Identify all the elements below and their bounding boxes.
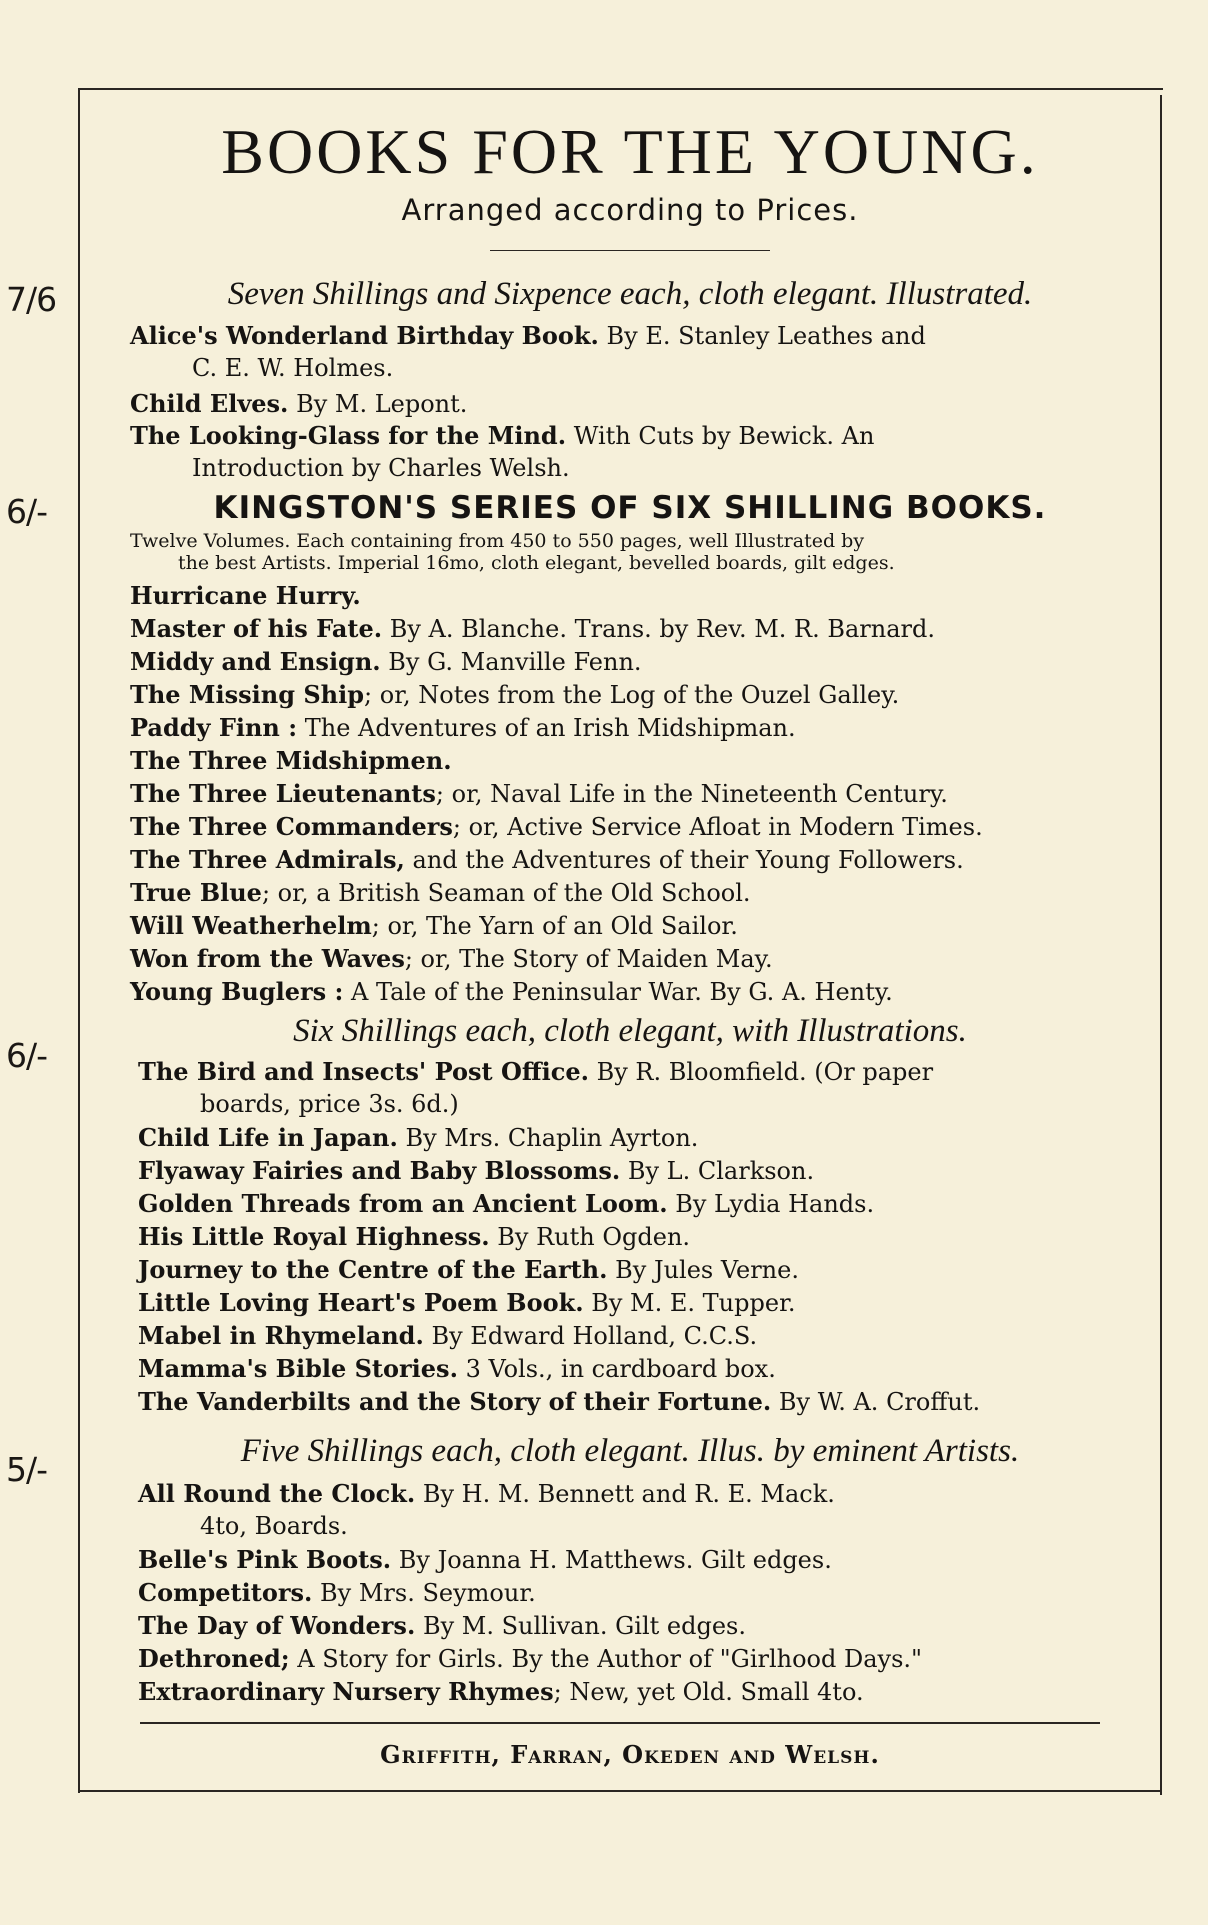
- list-item: [138, 1386, 1168, 1418]
- book-detail: A Tale of the Peninsular War. By G. A. Henty.: [351, 978, 893, 1006]
- book-detail: ; or, Active Service Afloat in Modern Times.: [452, 813, 983, 841]
- list-item: [130, 646, 1160, 678]
- series-note-line: the best Artists. Imperial 16mo, cloth elegant, bevelled boards, gilt edges.: [178, 552, 895, 574]
- page-title: BOOKS FOR THE YOUNG.: [221, 116, 1039, 187]
- book-detail: By M. Lepont.: [296, 390, 468, 418]
- book-title: True Blue: [130, 878, 262, 907]
- book-detail: By L. Clarkson.: [627, 1157, 815, 1185]
- title-divider: [490, 250, 770, 251]
- book-title: The Looking-Glass for the Mind.: [130, 421, 567, 450]
- list-item: [138, 1577, 1168, 1609]
- list-item: [138, 1221, 1168, 1253]
- section-heading: Six Shillings each, cloth elegant, with Illustrations.: [293, 1013, 967, 1049]
- list-item: [130, 712, 1160, 744]
- book-detail: By M. E. Tupper.: [591, 1289, 796, 1317]
- book-title: Mamma's Bible Stories.: [138, 1354, 458, 1383]
- list-item: [138, 1544, 1168, 1576]
- book-detail: By W. A. Croffut.: [778, 1388, 981, 1416]
- price-marker: 6/-: [6, 492, 48, 531]
- book-title: Extraordinary Nursery Rhymes: [138, 1677, 554, 1706]
- list-item: [138, 1610, 1168, 1642]
- book-detail: ; or, Naval Life in the Nineteenth Century.: [435, 780, 948, 808]
- book-title: Alice's Wonderland Birthday Book.: [130, 321, 599, 350]
- book-title: His Little Royal Highness.: [138, 1222, 490, 1251]
- book-title: Flyaway Fairies and Baby Blossoms.: [138, 1156, 621, 1185]
- book-title: The Day of Wonders.: [138, 1611, 416, 1640]
- book-title: Mabel in Rhymeland.: [138, 1321, 424, 1350]
- book-detail: By Mrs. Seymour.: [320, 1579, 536, 1607]
- book-detail: By H. M. Bennett and R. E. Mack.: [422, 1480, 835, 1508]
- list-item: [138, 1287, 1168, 1319]
- list-item: [130, 745, 1160, 777]
- frame-bottom-rule: [78, 1790, 1162, 1792]
- book-title: The Three Admirals,: [130, 845, 405, 874]
- book-detail: ; or, a British Seaman of the Old School.: [261, 879, 751, 907]
- list-item: [130, 420, 1160, 484]
- book-detail: ; or, The Yarn of an Old Sailor.: [371, 912, 738, 940]
- list-item: [138, 1056, 1168, 1120]
- list-item: [138, 1155, 1168, 1187]
- list-item: [130, 943, 1160, 975]
- book-title: Hurricane Hurry.: [130, 581, 361, 610]
- book-title: Master of his Fate.: [130, 614, 383, 643]
- list-item: [130, 320, 1160, 384]
- book-detail: By G. Manville Fenn.: [388, 648, 642, 676]
- book-detail: With Cuts by Bewick. An: [573, 422, 875, 450]
- book-title: The Three Midshipmen.: [130, 746, 452, 775]
- section-heading: Seven Shillings and Sixpence each, cloth elegant. Illustrated.: [227, 276, 1033, 312]
- list-item: [138, 1320, 1168, 1352]
- page-subtitle: Arranged according to Prices.: [401, 193, 859, 227]
- list-item: [130, 613, 1160, 645]
- book-detail: By M. Sullivan. Gilt edges.: [422, 1612, 746, 1640]
- book-detail: and the Adventures of their Young Followers.: [412, 846, 964, 874]
- frame-top-rule: [78, 88, 1163, 90]
- book-detail: By Mrs. Chaplin Ayrton.: [405, 1124, 699, 1152]
- price-marker: 7/6: [6, 280, 57, 319]
- book-title: The Three Lieutenants: [130, 779, 436, 808]
- list-item: [130, 976, 1160, 1008]
- book-detail: ; or, Notes from the Log of the Ouzel Galley.: [364, 681, 900, 709]
- book-title: Won from the Waves: [130, 944, 405, 973]
- list-item: [138, 1643, 1168, 1675]
- list-item: [138, 1353, 1168, 1385]
- book-title: Dethroned;: [138, 1644, 290, 1673]
- list-item: [138, 1122, 1168, 1154]
- book-detail-continued: C. E. W. Holmes.: [192, 354, 394, 382]
- book-detail: By Joanna H. Matthews. Gilt edges.: [398, 1546, 832, 1574]
- list-item: [138, 1188, 1168, 1220]
- book-title: Paddy Finn :: [130, 713, 298, 742]
- list-item: [138, 1478, 1168, 1542]
- book-detail: ; or, The Story of Maiden May.: [404, 945, 773, 973]
- book-title: The Bird and Insects' Post Office.: [138, 1057, 589, 1086]
- list-item: [130, 778, 1160, 810]
- book-detail-continued: 4to, Boards.: [200, 1512, 348, 1540]
- book-detail: By Edward Holland, C.C.S.: [431, 1322, 758, 1350]
- series-heading: KINGSTON'S SERIES OF SIX SHILLING BOOKS.: [213, 490, 1047, 526]
- book-title: Little Loving Heart's Poem Book.: [138, 1288, 584, 1317]
- book-title: The Vanderbilts and the Story of their Fortune.: [138, 1387, 772, 1416]
- list-item: [130, 910, 1160, 942]
- book-detail: By A. Blanche. Trans. by Rev. M. R. Barnard.: [389, 615, 936, 643]
- price-marker: 5/-: [6, 1450, 48, 1489]
- book-title: All Round the Clock.: [138, 1479, 416, 1508]
- list-item: [138, 1676, 1168, 1708]
- series-note-line: Twelve Volumes. Each containing from 450 to 550 pages, well Illustrated by: [130, 530, 865, 552]
- list-item: [130, 388, 1160, 420]
- book-title: Journey to the Centre of the Earth.: [138, 1255, 608, 1284]
- footer-divider: [140, 1722, 1100, 1724]
- book-detail: By R. Bloomfield. (Or paper: [596, 1058, 934, 1086]
- book-title: Will Weatherhelm: [130, 911, 372, 940]
- list-item: [138, 1254, 1168, 1286]
- book-detail: 3 Vols., in cardboard box.: [465, 1355, 776, 1383]
- book-detail: A Story for Girls. By the Author of "Girlhood Days.": [297, 1645, 923, 1673]
- book-title: Golden Threads from an Ancient Loom.: [138, 1189, 668, 1218]
- price-marker: 6/-: [6, 1036, 48, 1075]
- list-item: [130, 844, 1160, 876]
- book-title: Child Elves.: [130, 389, 289, 418]
- book-title: Young Buglers :: [130, 977, 344, 1006]
- book-detail-continued: boards, price 3s. 6d.): [200, 1090, 459, 1118]
- book-title: The Three Commanders: [130, 812, 453, 841]
- book-title: Competitors.: [138, 1578, 313, 1607]
- book-title: Child Life in Japan.: [138, 1123, 398, 1152]
- frame-left-rule: [78, 88, 80, 1793]
- book-detail: By E. Stanley Leathes and: [606, 322, 926, 350]
- list-item: [130, 580, 1160, 612]
- list-item: [130, 679, 1160, 711]
- book-detail: By Jules Verne.: [615, 1256, 799, 1284]
- book-detail-continued: Introduction by Charles Welsh.: [192, 454, 570, 482]
- series-note: [130, 530, 1090, 574]
- book-detail: By Ruth Ogden.: [497, 1223, 691, 1251]
- book-title: The Missing Ship: [130, 680, 365, 709]
- book-title: Middy and Ensign.: [130, 647, 381, 676]
- book-detail: The Adventures of an Irish Midshipman.: [304, 714, 796, 742]
- book-title: Belle's Pink Boots.: [138, 1545, 392, 1574]
- book-detail: By Lydia Hands.: [675, 1190, 875, 1218]
- list-item: [130, 877, 1160, 909]
- publisher-footer: Griffith, Farran, Okeden and Welsh.: [380, 1740, 880, 1769]
- list-item: [130, 811, 1160, 843]
- book-detail: ; New, yet Old. Small 4to.: [553, 1678, 864, 1706]
- section-heading: Five Shillings each, cloth elegant. Illus. by eminent Artists.: [240, 1433, 1020, 1469]
